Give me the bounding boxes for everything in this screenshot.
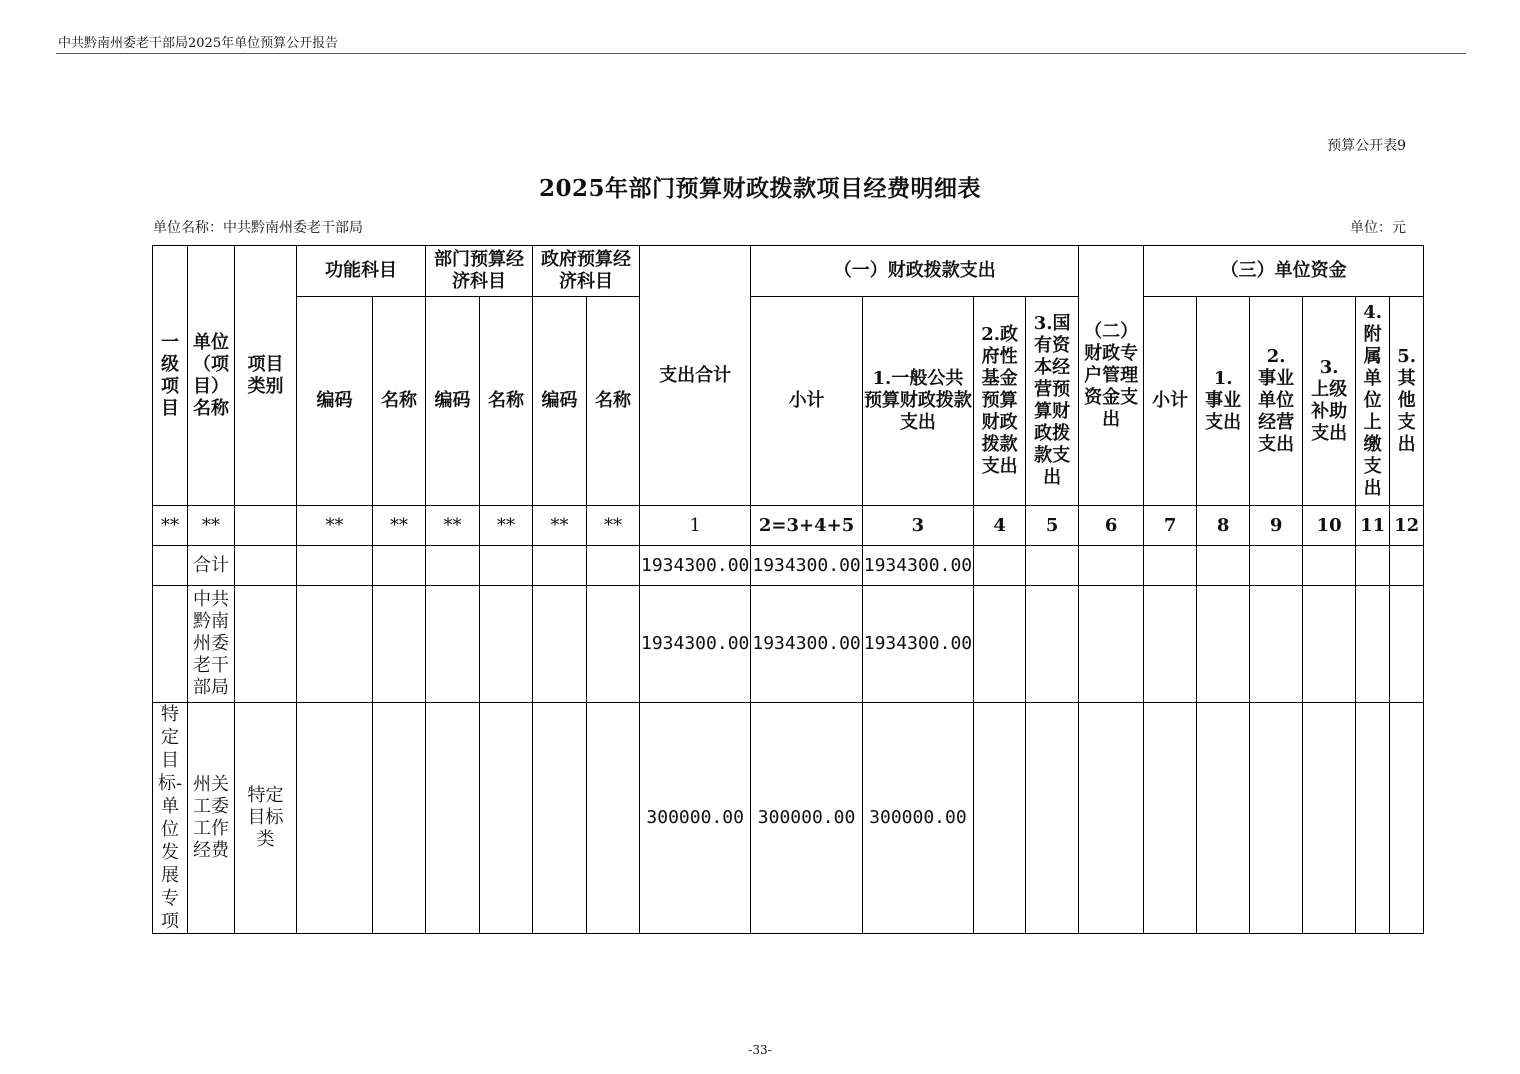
- empty-cell: [1026, 703, 1079, 934]
- empty-cell: [1026, 586, 1079, 703]
- empty-cell: [1356, 546, 1390, 586]
- index-cell: 3: [862, 506, 973, 546]
- empty-cell: [1079, 546, 1144, 586]
- total-cell: 300000.00: [640, 703, 751, 934]
- header-operating: 2.事业单位经营支出: [1250, 297, 1303, 506]
- budget-table: [152, 245, 1424, 934]
- empty-cell: [1079, 586, 1144, 703]
- empty-cell: [1356, 703, 1390, 934]
- header-affiliated: 4.附属单位上缴支出: [1356, 297, 1390, 506]
- level1-cell: [153, 546, 188, 586]
- table-row: [153, 703, 1424, 934]
- header-rule: [56, 53, 1466, 54]
- empty-cell: [480, 703, 533, 934]
- currency-unit: 单位：元: [1350, 220, 1406, 236]
- index-cell: 9: [1250, 506, 1303, 546]
- index-cell: **: [153, 506, 188, 546]
- empty-cell: [297, 586, 373, 703]
- empty-cell: [587, 703, 640, 934]
- empty-cell: [1390, 586, 1424, 703]
- empty-cell: [1250, 546, 1303, 586]
- page-number: -33-: [748, 1043, 772, 1057]
- project-type-cell: [235, 586, 297, 703]
- empty-cell: [587, 586, 640, 703]
- index-row: [153, 506, 1424, 546]
- header-func-code: 编码: [297, 297, 373, 506]
- header-level1: 一级项目: [153, 246, 188, 506]
- empty-cell: [373, 703, 426, 934]
- empty-cell: [974, 546, 1026, 586]
- empty-cell: [1144, 546, 1197, 586]
- running-header: 中共黔南州委老干部局2025年单位预算公开报告: [58, 36, 339, 51]
- index-cell: 7: [1144, 506, 1197, 546]
- empty-cell: [974, 703, 1026, 934]
- empty-cell: [1197, 703, 1250, 934]
- header-gov-fund: 2.政府性基金预算财政拨款支出: [974, 297, 1026, 506]
- empty-cell: [1303, 546, 1356, 586]
- empty-cell: [1390, 703, 1424, 934]
- index-cell: **: [373, 506, 426, 546]
- empty-cell: [1250, 703, 1303, 934]
- table-row: [153, 586, 1424, 703]
- empty-cell: [1250, 586, 1303, 703]
- empty-cell: [1079, 703, 1144, 934]
- table-number: 预算公开表9: [1327, 138, 1406, 154]
- empty-cell: [974, 586, 1026, 703]
- empty-cell: [297, 703, 373, 934]
- level1-cell: 特定目标-单位发展专项: [153, 703, 188, 934]
- index-cell: 10: [1303, 506, 1356, 546]
- empty-cell: [1026, 546, 1079, 586]
- page-title: 2025年部门预算财政拨款项目经费明细表: [538, 175, 981, 202]
- empty-cell: [533, 703, 587, 934]
- index-cell: 1: [640, 506, 751, 546]
- project-type-cell: 特定目标类: [235, 703, 297, 934]
- index-cell: 2=3+4+5: [751, 506, 862, 546]
- index-cell: 8: [1197, 506, 1250, 546]
- index-cell: **: [426, 506, 480, 546]
- header-dept-econ: 部门预算经济科目: [426, 246, 533, 297]
- empty-cell: [1390, 546, 1424, 586]
- index-cell: 5: [1026, 506, 1079, 546]
- header-dept-name: 名称: [480, 297, 533, 506]
- index-cell: **: [188, 506, 235, 546]
- index-cell: **: [533, 506, 587, 546]
- index-cell: **: [297, 506, 373, 546]
- header-unit-project: 单位（项目）名称: [188, 246, 235, 506]
- subtotal-cell: 300000.00: [751, 703, 862, 934]
- index-cell: 4: [974, 506, 1026, 546]
- header-other: 5.其他支出: [1390, 297, 1424, 506]
- general-public-cell: 1934300.00: [862, 586, 973, 703]
- table-row: [153, 546, 1424, 586]
- header-func-name: 名称: [373, 297, 426, 506]
- header-total: 支出合计: [640, 246, 751, 506]
- empty-cell: [373, 586, 426, 703]
- index-cell: [235, 506, 297, 546]
- empty-cell: [1356, 586, 1390, 703]
- header-general-public: 1.一般公共预算财政拨款支出: [862, 297, 973, 506]
- unit-project-cell: 中共黔南州委老干部局: [188, 586, 235, 703]
- header-func-subject: 功能科目: [297, 246, 426, 297]
- header-business: 1.事业支出: [1197, 297, 1250, 506]
- subtotal-cell: 1934300.00: [751, 586, 862, 703]
- total-cell: 1934300.00: [640, 586, 751, 703]
- general-public-cell: 1934300.00: [862, 546, 973, 586]
- empty-cell: [1144, 586, 1197, 703]
- empty-cell: [533, 586, 587, 703]
- header-unit-subtotal: 小计: [1144, 297, 1197, 506]
- empty-cell: [426, 703, 480, 934]
- empty-cell: [480, 546, 533, 586]
- header-gov-econ: 政府预算经济科目: [533, 246, 640, 297]
- empty-cell: [533, 546, 587, 586]
- header-state-capital: 3.国有资本经营预算财政拨款支出: [1026, 297, 1079, 506]
- general-public-cell: 300000.00: [862, 703, 973, 934]
- empty-cell: [1144, 703, 1197, 934]
- unit-project-cell: 合计: [188, 546, 235, 586]
- unit-name: 单位名称：中共黔南州委老干部局: [153, 220, 363, 236]
- empty-cell: [426, 546, 480, 586]
- empty-cell: [1303, 586, 1356, 703]
- header-unit-funds-group: （三）单位资金: [1144, 246, 1424, 297]
- header-dept-code: 编码: [426, 297, 480, 506]
- header-special-account: （二）财政专户管理资金支出: [1079, 246, 1144, 506]
- header-gov-code: 编码: [533, 297, 587, 506]
- header-superior-subsidy: 3.上级补助支出: [1303, 297, 1356, 506]
- level1-cell: [153, 586, 188, 703]
- subtotal-cell: 1934300.00: [751, 546, 862, 586]
- empty-cell: [297, 546, 373, 586]
- empty-cell: [480, 586, 533, 703]
- empty-cell: [1197, 586, 1250, 703]
- total-cell: 1934300.00: [640, 546, 751, 586]
- empty-cell: [426, 586, 480, 703]
- index-cell: 12: [1390, 506, 1424, 546]
- project-type-cell: [235, 546, 297, 586]
- unit-project-cell: 州关工委工作经费: [188, 703, 235, 934]
- empty-cell: [587, 546, 640, 586]
- index-cell: 11: [1356, 506, 1390, 546]
- header-subtotal: 小计: [751, 297, 862, 506]
- empty-cell: [1197, 546, 1250, 586]
- header-fiscal-group: （一）财政拨款支出: [751, 246, 1079, 297]
- index-cell: **: [480, 506, 533, 546]
- header-gov-name: 名称: [587, 297, 640, 506]
- index-cell: **: [587, 506, 640, 546]
- header-project-type: 项目类别: [235, 246, 297, 506]
- index-cell: 6: [1079, 506, 1144, 546]
- empty-cell: [1303, 703, 1356, 934]
- empty-cell: [373, 546, 426, 586]
